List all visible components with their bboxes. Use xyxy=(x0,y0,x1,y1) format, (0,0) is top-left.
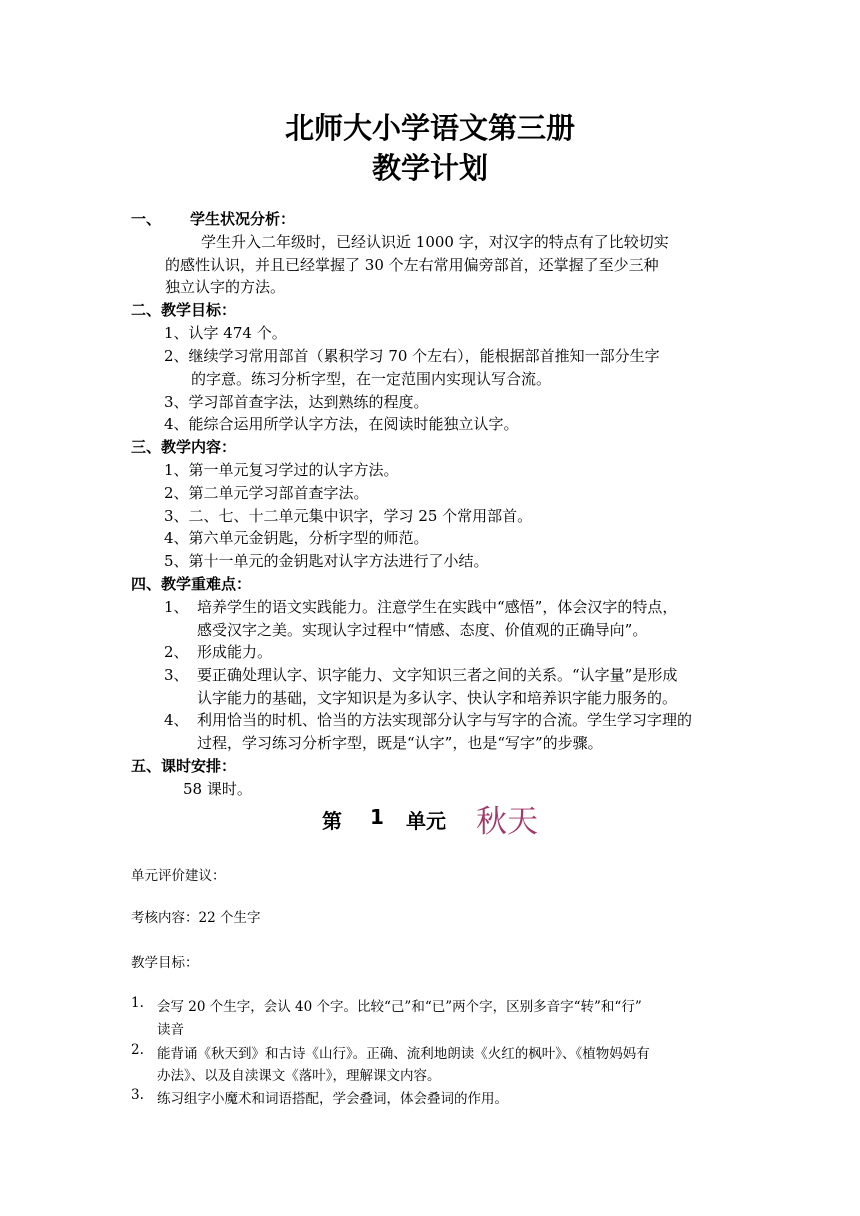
section5-heading: 五、课时安排： xyxy=(131,757,237,775)
section4-item-number: 4、 xyxy=(164,711,189,729)
section3-line: 2、第二单元学习部首查字法。 xyxy=(164,484,369,502)
section3-line: 1、第一单元复习学过的认字方法。 xyxy=(164,461,399,479)
goal-line: 练习组字小魔术和词语搭配，学会叠词，体会叠词的作用。 xyxy=(157,1091,508,1107)
section4-heading: 四、教学重难点： xyxy=(131,575,252,593)
section4-item-line: 形成能力。 xyxy=(197,643,273,661)
section4-item-line: 感受汉字之美。实现认字过程中“情感、态度、价值观的正确导向”。 xyxy=(197,621,648,639)
section4-item-number: 2、 xyxy=(164,643,189,661)
page-title: 北师大小学语文第三册 xyxy=(284,111,575,145)
section4-item-line: 认字能力的基础，文字知识是为多认字、快认字和培养识字能力服务的。 xyxy=(197,689,678,707)
goal-line: 办法》、以及自渎课文《落叶》，理解课文内容。 xyxy=(157,1068,441,1084)
goal-number: 2. xyxy=(131,1042,144,1058)
section1-line: 独立认字的方法。 xyxy=(165,278,286,296)
goal-line: 读音 xyxy=(157,1022,184,1038)
goals-heading: 教学目标： xyxy=(131,955,199,971)
section4-item-line: 过程，学习练习分析字型，既是“认字”，也是“写字”的步骤。 xyxy=(197,734,603,752)
section3-line: 4、第六单元金钥匙，分析字型的师范。 xyxy=(164,529,429,547)
unit-number: 1 xyxy=(370,805,384,829)
unit-name: 秋天 xyxy=(476,804,538,840)
goal-line: 会写 20 个生字，会认 40 个字。比较“己”和“已”两个字，区别多音字“转”和“行” xyxy=(157,999,642,1015)
section1-number: 一、 xyxy=(131,210,162,228)
unit-di: 第 xyxy=(322,809,342,833)
section1-line: 的感性认识，并且已经掌握了 30 个左右常用偏旁部首，还掌握了至少三种 xyxy=(165,256,659,274)
exam-content: 考核内容：22 个生字 xyxy=(131,910,261,926)
section2-line: 3、学习部首查字法，达到熟练的程度。 xyxy=(164,393,429,411)
section2-line: 2、继续学习常用部首（累积学习 70 个左右），能根据部首推知一部分生字 xyxy=(164,347,660,365)
section3-line: 3、二、七、十二单元集中识字，学习 25 个常用部首。 xyxy=(164,507,533,525)
section2-line: 4、能综合运用所学认字方法，在阅读时能独立认字。 xyxy=(164,415,519,433)
goal-number: 3. xyxy=(131,1087,144,1103)
section4-item-number: 1、 xyxy=(164,598,189,616)
section5-text: 58 课时。 xyxy=(183,780,252,798)
section2-line: 1、认字 474 个。 xyxy=(164,324,287,342)
section1-heading: 学生状况分析： xyxy=(190,210,296,228)
section3-heading: 三、教学内容： xyxy=(131,438,237,456)
section4-item-number: 3、 xyxy=(164,666,189,684)
section3-line: 5、第十一单元的金钥匙对认字方法进行了小结。 xyxy=(164,552,489,570)
evaluation-label: 单元评价建议： xyxy=(131,868,226,884)
page-subtitle: 教学计划 xyxy=(371,151,488,185)
section4-item-line: 要正确处理认字、识字能力、文字知识三者之间的关系。“认字量”是形成 xyxy=(197,666,678,684)
section4-item-line: 培养学生的语文实践能力。注意学生在实践中“感悟”，体会汉字的特点， xyxy=(197,598,678,616)
goal-number: 1. xyxy=(131,995,144,1011)
goal-line: 能背诵《秋天到》和古诗《山行》。正确、流利地朗读《火红的枫叶》、《植物妈妈有 xyxy=(157,1046,650,1062)
section4-item-line: 利用恰当的时机、恰当的方法实现部分认字与写字的合流。学生学习字理的 xyxy=(197,711,693,729)
section2-heading: 二、教学目标： xyxy=(131,301,237,319)
section2-line: 的字意。练习分析字型，在一定范围内实现认写合流。 xyxy=(191,370,552,388)
section1-line: 学生升入二年级时，已经认识近 1000 字，对汉字的特点有了比较切实 xyxy=(201,233,669,251)
unit-dan: 单元 xyxy=(406,809,446,833)
